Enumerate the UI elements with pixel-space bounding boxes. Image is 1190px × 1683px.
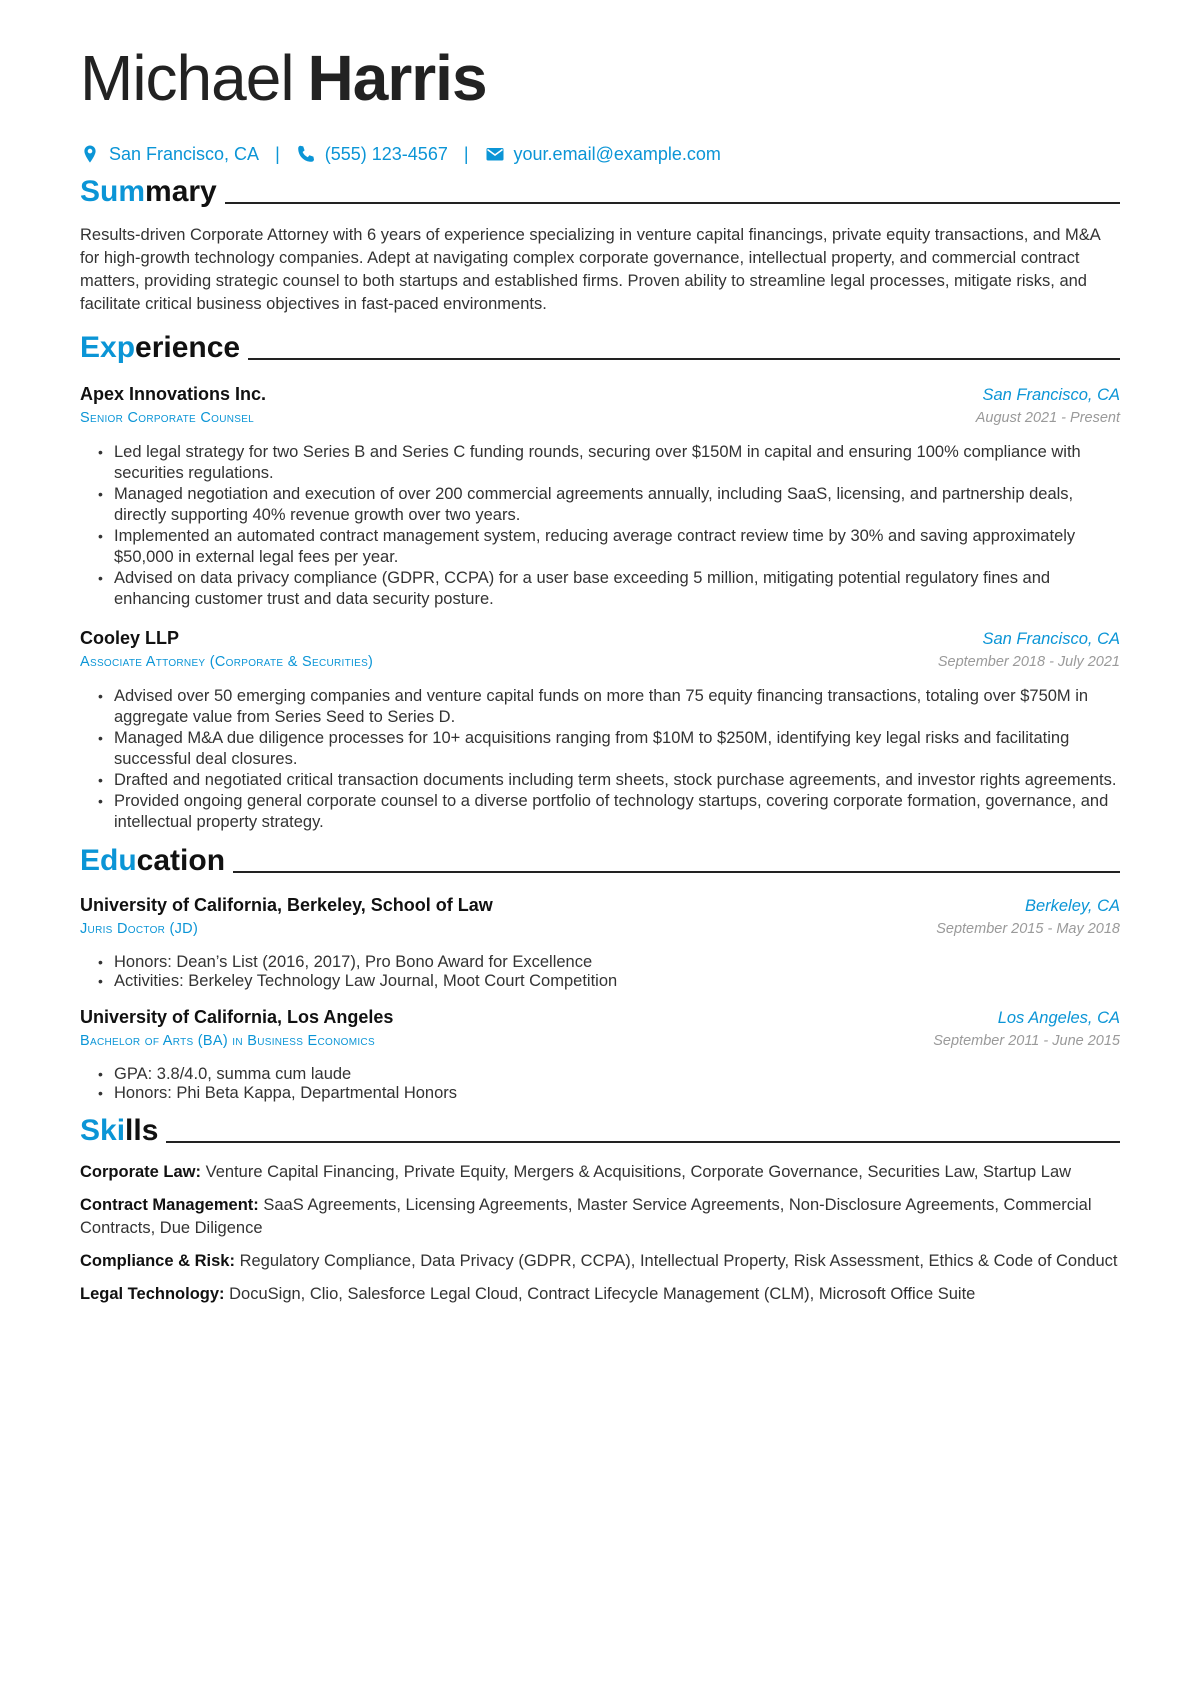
phone-icon bbox=[296, 144, 316, 164]
school-location: Berkeley, CA bbox=[1024, 897, 1120, 915]
section-rule bbox=[166, 1141, 1120, 1143]
achievement-list bbox=[80, 442, 1120, 610]
achievement-list bbox=[80, 686, 1120, 833]
contact-separator: | bbox=[275, 143, 280, 164]
education-details bbox=[80, 953, 1120, 991]
school-name: University of California, Los Angeles bbox=[80, 1007, 394, 1027]
skill-category: Corporate Law: bbox=[80, 1163, 202, 1181]
contact-separator: | bbox=[463, 143, 469, 164]
achievement-item: • Drafted and negotiated critical transaction documents including term sheets, stock purchase agreements, and investor rights agreements. bbox=[96, 770, 1120, 791]
skill-row bbox=[80, 1250, 1120, 1273]
achievement-item: • Provided ongoing general corporate counsel to a diverse portfolio of technology startups, covering corporate formation, governance, and intellectual property strategy. bbox=[96, 791, 1120, 833]
email-link[interactable]: your.email@example.com bbox=[513, 143, 721, 164]
education-detail-item: • Honors: Phi Beta Kappa, Departmental Honors bbox=[96, 1084, 1120, 1103]
education-dates: September 2011 - June 2015 bbox=[933, 1033, 1120, 1049]
education-detail-item: • Honors: Dean’s List (2016, 2017), Pro Bono Award for Excellence bbox=[96, 953, 1120, 972]
location-text: San Francisco, CA bbox=[109, 143, 260, 164]
job-location: San Francisco, CA bbox=[982, 386, 1120, 404]
resume-page bbox=[80, 40, 1120, 1316]
last-name: Harris bbox=[307, 42, 487, 114]
school-name: University of California, Berkeley, School of Law bbox=[80, 895, 493, 915]
degree: Bachelor of Arts (BA) in Business Economics bbox=[80, 1033, 375, 1049]
company-name: Cooley LLP bbox=[80, 628, 180, 648]
experience-heading: Experience bbox=[80, 330, 1120, 366]
skills-list bbox=[80, 1161, 1120, 1306]
experience-entry bbox=[80, 382, 1120, 610]
achievement-item: • Implemented an automated contract management system, reducing average contract review time by 30% and saving approximately $50,000 in external legal fees per year. bbox=[96, 526, 1120, 568]
contact-bar bbox=[80, 142, 1120, 166]
first-name: Michael bbox=[80, 42, 294, 114]
job-title: Senior Corporate Counsel bbox=[80, 410, 255, 426]
skill-row bbox=[80, 1161, 1120, 1184]
job-dates: August 2021 - Present bbox=[975, 410, 1120, 426]
education-details bbox=[80, 1065, 1120, 1103]
achievement-item: • Advised over 50 emerging companies and venture capital funds on more than 75 equity financing transactions, totaling over $750M in aggregate value from Series Seed to Series D. bbox=[96, 686, 1120, 728]
skills-heading: Skills bbox=[80, 1113, 1120, 1149]
company-name: Apex Innovations Inc. bbox=[80, 384, 267, 404]
skill-values: SaaS Agreements, Licensing Agreements, Master Service Agreements, Non-Disclosure Agreements, Commercial Contracts, Due Diligence bbox=[80, 1196, 1092, 1237]
candidate-name bbox=[80, 40, 1120, 116]
education-heading: Education bbox=[80, 843, 1120, 879]
education-detail-item: • Activities: Berkeley Technology Law Journal, Moot Court Competition bbox=[96, 972, 1120, 991]
skill-values: Regulatory Compliance, Data Privacy (GDPR, CCPA), Intellectual Property, Risk Assessment, Ethics & Code of Conduct bbox=[239, 1252, 1118, 1270]
education-entry bbox=[80, 893, 1120, 991]
summary-text: Results-driven Corporate Attorney with 6 years of experience specializing in venture capital financings, private equity transactions, and M&A for high-growth technology companies. Adept at navigating complex corporate governance, intellectual property, and commercial contract matters, providing strategic counsel to both startups and established firms. Proven ability to streamline legal processes, mitigate risks, and facilitate critical business objectives in fast-paced environments. bbox=[80, 226, 1100, 313]
skill-category: Compliance & Risk: bbox=[80, 1252, 235, 1270]
job-dates: September 2018 - July 2021 bbox=[937, 654, 1120, 670]
education-detail-item: • GPA: 3.8/4.0, summa cum laude bbox=[96, 1065, 1120, 1084]
map-marker-icon bbox=[80, 144, 100, 164]
degree: Juris Doctor (JD) bbox=[80, 921, 199, 937]
education-dates: September 2015 - May 2018 bbox=[936, 921, 1120, 937]
section-rule bbox=[233, 871, 1120, 873]
experience-entry bbox=[80, 626, 1120, 833]
skill-values: DocuSign, Clio, Salesforce Legal Cloud, Contract Lifecycle Management (CLM), Microsoft Office Suite bbox=[229, 1285, 976, 1303]
achievement-item: • Managed negotiation and execution of over 200 commercial agreements annually, including SaaS, licensing, and partnership deals, directly supporting 40% revenue growth over two years. bbox=[96, 484, 1120, 526]
school-location: Los Angeles, CA bbox=[997, 1009, 1120, 1027]
summary-heading: Summary bbox=[80, 174, 1120, 210]
skill-category: Contract Management: bbox=[80, 1196, 259, 1214]
section-rule bbox=[225, 202, 1120, 204]
skill-values: Venture Capital Financing, Private Equity, Mergers & Acquisitions, Corporate Governance, Securities Law, Startup Law bbox=[205, 1163, 1072, 1181]
job-location: San Francisco, CA bbox=[982, 630, 1120, 648]
phone-text: (555) 123-4567 bbox=[324, 143, 448, 164]
achievement-item: • Led legal strategy for two Series B and Series C funding rounds, securing over $150M in capital and ensuring 100% compliance with securities regulations. bbox=[96, 442, 1120, 484]
achievement-item: • Advised on data privacy compliance (GDPR, CCPA) for a user base exceeding 5 million, mitigating potential regulatory fines and enhancing customer trust and data security posture. bbox=[96, 568, 1120, 610]
skill-row bbox=[80, 1194, 1120, 1240]
skill-row bbox=[80, 1283, 1120, 1306]
job-title: Associate Attorney (Corporate & Securities) bbox=[80, 654, 374, 670]
achievement-item: • Managed M&A due diligence processes for 10+ acquisitions ranging from $10M to $250M, identifying key legal risks and facilitating successful deal closures. bbox=[96, 728, 1120, 770]
section-rule bbox=[248, 358, 1120, 360]
envelope-icon bbox=[485, 144, 505, 164]
education-entry bbox=[80, 1005, 1120, 1103]
skill-category: Legal Technology: bbox=[80, 1285, 225, 1303]
